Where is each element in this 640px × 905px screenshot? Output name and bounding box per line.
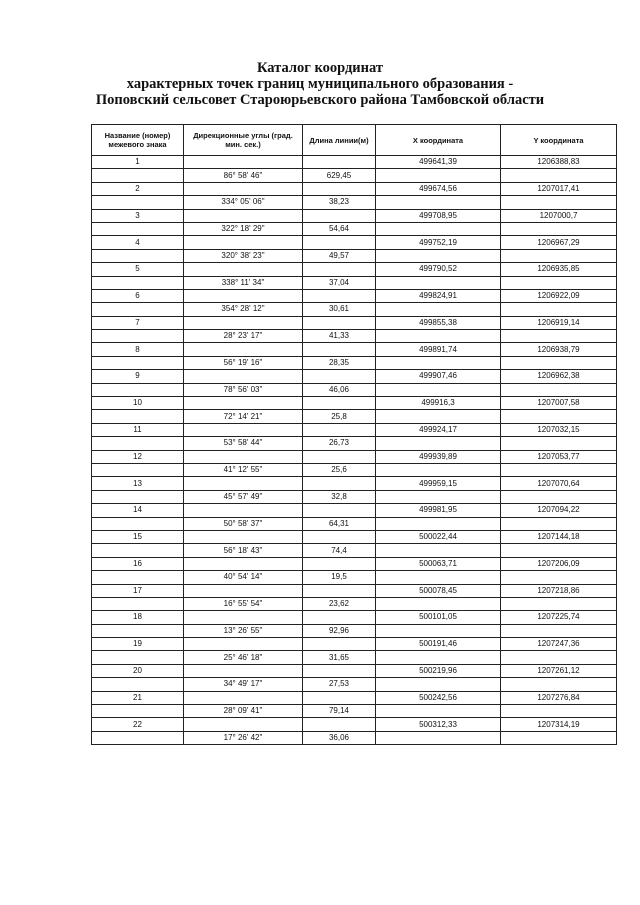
x-coordinate-value: 500191,46: [376, 638, 501, 651]
empty-cell: [303, 343, 376, 356]
point-number: 18: [92, 611, 184, 624]
y-coordinate-value: 1206935,85: [501, 263, 617, 276]
empty-cell: [92, 249, 184, 262]
header-point-name: Название (номер) межевого знака: [92, 125, 184, 156]
bearing-angle-value: 78° 56' 03": [184, 383, 303, 396]
bearing-angle-value: 28° 09' 41": [184, 705, 303, 718]
empty-cell: [501, 544, 617, 557]
point-number: 12: [92, 450, 184, 463]
y-coordinate-value: 1207261,12: [501, 664, 617, 677]
x-coordinate-value: 500312,33: [376, 718, 501, 731]
table-row-segment: [92, 383, 617, 396]
empty-cell: [376, 169, 501, 182]
empty-cell: [184, 209, 303, 222]
table-row-point: [92, 209, 617, 222]
y-coordinate-value: 1207247,36: [501, 638, 617, 651]
empty-cell: [92, 196, 184, 209]
bearing-angle-value: 72° 14' 21": [184, 410, 303, 423]
empty-cell: [303, 557, 376, 570]
empty-cell: [303, 638, 376, 651]
point-number: 14: [92, 504, 184, 517]
x-coordinate-value: 499674,56: [376, 182, 501, 195]
empty-cell: [184, 263, 303, 276]
empty-cell: [501, 196, 617, 209]
table-row-point: [92, 182, 617, 195]
bearing-angle-value: 16° 55' 54": [184, 597, 303, 610]
empty-cell: [303, 370, 376, 383]
table-row-segment: [92, 705, 617, 718]
line-length-value: 46,06: [303, 383, 376, 396]
x-coordinate-value: 500022,44: [376, 530, 501, 543]
line-length-value: 32,8: [303, 490, 376, 503]
empty-cell: [92, 222, 184, 235]
empty-cell: [501, 169, 617, 182]
empty-cell: [92, 705, 184, 718]
point-number: 20: [92, 664, 184, 677]
bearing-angle-value: 41° 12' 55": [184, 463, 303, 476]
empty-cell: [92, 169, 184, 182]
empty-cell: [184, 236, 303, 249]
point-number: 9: [92, 370, 184, 383]
table-row-segment: [92, 571, 617, 584]
empty-cell: [376, 731, 501, 744]
x-coordinate-value: 499708,95: [376, 209, 501, 222]
x-coordinate-value: 499916,3: [376, 397, 501, 410]
empty-cell: [184, 397, 303, 410]
y-coordinate-value: 1207144,18: [501, 530, 617, 543]
y-coordinate-value: 1207225,74: [501, 611, 617, 624]
bearing-angle-value: 56° 19' 16": [184, 356, 303, 369]
y-coordinate-value: 1206388,83: [501, 156, 617, 169]
line-length-value: 26,73: [303, 437, 376, 450]
empty-cell: [184, 370, 303, 383]
point-number: 15: [92, 530, 184, 543]
empty-cell: [184, 691, 303, 704]
y-coordinate-value: 1206967,29: [501, 236, 617, 249]
empty-cell: [501, 437, 617, 450]
empty-cell: [92, 678, 184, 691]
empty-cell: [501, 383, 617, 396]
table-row-segment: [92, 517, 617, 530]
empty-cell: [184, 504, 303, 517]
table-row-point: [92, 477, 617, 490]
table-row-point: [92, 289, 617, 302]
catalog-title-line-3: Поповский сельсовет Староюрьевского района Тамбовской области: [95, 92, 545, 108]
table-row-point: [92, 343, 617, 356]
table-row-point: [92, 691, 617, 704]
empty-cell: [376, 490, 501, 503]
empty-cell: [303, 423, 376, 436]
empty-cell: [184, 450, 303, 463]
empty-cell: [303, 718, 376, 731]
table-row-point: [92, 504, 617, 517]
table-row-point: [92, 450, 617, 463]
table-row-point: [92, 156, 617, 169]
table-row-point: [92, 664, 617, 677]
line-length-value: 74,4: [303, 544, 376, 557]
line-length-value: 37,04: [303, 276, 376, 289]
point-number: 13: [92, 477, 184, 490]
empty-cell: [184, 423, 303, 436]
point-number: 16: [92, 557, 184, 570]
empty-cell: [303, 209, 376, 222]
table-row-point: [92, 370, 617, 383]
empty-cell: [92, 571, 184, 584]
empty-cell: [501, 410, 617, 423]
empty-cell: [92, 731, 184, 744]
empty-cell: [303, 450, 376, 463]
table-row-segment: [92, 169, 617, 182]
empty-cell: [501, 651, 617, 664]
bearing-angle-value: 50° 58' 37": [184, 517, 303, 530]
line-length-value: 25,8: [303, 410, 376, 423]
empty-cell: [303, 504, 376, 517]
table-row-segment: [92, 597, 617, 610]
empty-cell: [184, 611, 303, 624]
empty-cell: [501, 222, 617, 235]
empty-cell: [184, 530, 303, 543]
empty-cell: [501, 356, 617, 369]
y-coordinate-value: 1207053,77: [501, 450, 617, 463]
x-coordinate-value: 499924,17: [376, 423, 501, 436]
x-coordinate-value: 499752,19: [376, 236, 501, 249]
y-coordinate-value: 1207314,19: [501, 718, 617, 731]
empty-cell: [501, 571, 617, 584]
point-number: 2: [92, 182, 184, 195]
header-line-length: Длина линии(м): [303, 125, 376, 156]
line-length-value: 92,96: [303, 624, 376, 637]
y-coordinate-value: 1206962,38: [501, 370, 617, 383]
y-coordinate-value: 1207007,58: [501, 397, 617, 410]
empty-cell: [92, 463, 184, 476]
y-coordinate-value: 1207218,86: [501, 584, 617, 597]
empty-cell: [501, 517, 617, 530]
empty-cell: [501, 276, 617, 289]
empty-cell: [376, 705, 501, 718]
empty-cell: [303, 182, 376, 195]
table-row-point: [92, 638, 617, 651]
point-number: 11: [92, 423, 184, 436]
table-row-segment: [92, 303, 617, 316]
y-coordinate-value: 1207032,15: [501, 423, 617, 436]
bearing-angle-value: 40° 54' 14": [184, 571, 303, 584]
empty-cell: [303, 316, 376, 329]
empty-cell: [376, 196, 501, 209]
line-length-value: 79,14: [303, 705, 376, 718]
line-length-value: 629,45: [303, 169, 376, 182]
table-row-segment: [92, 222, 617, 235]
x-coordinate-value: 499891,74: [376, 343, 501, 356]
bearing-angle-value: 56° 18' 43": [184, 544, 303, 557]
y-coordinate-value: 1206922,09: [501, 289, 617, 302]
empty-cell: [92, 544, 184, 557]
bearing-angle-value: 334° 05' 06": [184, 196, 303, 209]
x-coordinate-value: 500101,05: [376, 611, 501, 624]
empty-cell: [501, 624, 617, 637]
bearing-angle-value: 34° 49' 17": [184, 678, 303, 691]
empty-cell: [92, 651, 184, 664]
table-row-point: [92, 611, 617, 624]
empty-cell: [92, 356, 184, 369]
line-length-value: 31,65: [303, 651, 376, 664]
empty-cell: [376, 544, 501, 557]
empty-cell: [501, 731, 617, 744]
y-coordinate-value: 1207070,64: [501, 477, 617, 490]
empty-cell: [376, 356, 501, 369]
empty-cell: [303, 530, 376, 543]
empty-cell: [92, 597, 184, 610]
x-coordinate-value: 499641,39: [376, 156, 501, 169]
point-number: 5: [92, 263, 184, 276]
empty-cell: [501, 678, 617, 691]
bearing-angle-value: 53° 58' 44": [184, 437, 303, 450]
empty-cell: [501, 249, 617, 262]
empty-cell: [303, 664, 376, 677]
x-coordinate-value: 500078,45: [376, 584, 501, 597]
catalog-title-line-1: Каталог координат: [256, 60, 384, 76]
table-row-segment: [92, 678, 617, 691]
empty-cell: [184, 289, 303, 302]
table-row-segment: [92, 490, 617, 503]
line-length-value: 38,23: [303, 196, 376, 209]
y-coordinate-value: 1207276,84: [501, 691, 617, 704]
x-coordinate-value: 500063,71: [376, 557, 501, 570]
x-coordinate-value: 499824,91: [376, 289, 501, 302]
empty-cell: [501, 705, 617, 718]
empty-cell: [376, 624, 501, 637]
x-coordinate-value: 499939,89: [376, 450, 501, 463]
empty-cell: [92, 624, 184, 637]
table-row-segment: [92, 624, 617, 637]
table-row-point: [92, 423, 617, 436]
x-coordinate-value: 499790,52: [376, 263, 501, 276]
point-number: 1: [92, 156, 184, 169]
y-coordinate-value: 1207206,09: [501, 557, 617, 570]
y-coordinate-value: 1207094,22: [501, 504, 617, 517]
point-number: 10: [92, 397, 184, 410]
bearing-angle-value: 28° 23' 17": [184, 330, 303, 343]
empty-cell: [376, 303, 501, 316]
table-row-segment: [92, 651, 617, 664]
line-length-value: 36,06: [303, 731, 376, 744]
empty-cell: [184, 664, 303, 677]
line-length-value: 49,57: [303, 249, 376, 262]
empty-cell: [184, 316, 303, 329]
header-y-coordinate: Y координата: [501, 125, 617, 156]
empty-cell: [376, 463, 501, 476]
y-coordinate-value: 1207017,41: [501, 182, 617, 195]
empty-cell: [501, 463, 617, 476]
empty-cell: [303, 236, 376, 249]
y-coordinate-value: 1206938,79: [501, 343, 617, 356]
empty-cell: [184, 477, 303, 490]
empty-cell: [184, 343, 303, 356]
table-row-segment: [92, 196, 617, 209]
coordinates-table: [91, 124, 617, 745]
empty-cell: [92, 437, 184, 450]
empty-cell: [303, 289, 376, 302]
line-length-value: 23,62: [303, 597, 376, 610]
bearing-angle-value: 354° 28' 12": [184, 303, 303, 316]
empty-cell: [501, 490, 617, 503]
header-x-coordinate: X координата: [376, 125, 501, 156]
empty-cell: [303, 263, 376, 276]
line-length-value: 28,35: [303, 356, 376, 369]
empty-cell: [303, 156, 376, 169]
table-row-segment: [92, 544, 617, 557]
empty-cell: [92, 303, 184, 316]
bearing-angle-value: 25° 46' 18": [184, 651, 303, 664]
line-length-value: 41,33: [303, 330, 376, 343]
y-coordinate-value: 1207000,7: [501, 209, 617, 222]
empty-cell: [92, 410, 184, 423]
point-number: 4: [92, 236, 184, 249]
point-number: 21: [92, 691, 184, 704]
table-row-segment: [92, 330, 617, 343]
x-coordinate-value: 500219,96: [376, 664, 501, 677]
empty-cell: [376, 651, 501, 664]
empty-cell: [303, 584, 376, 597]
table-row-point: [92, 397, 617, 410]
empty-cell: [184, 156, 303, 169]
x-coordinate-value: 499959,15: [376, 477, 501, 490]
table-row-segment: [92, 356, 617, 369]
table-row-point: [92, 557, 617, 570]
empty-cell: [303, 691, 376, 704]
table-row-segment: [92, 463, 617, 476]
point-number: 22: [92, 718, 184, 731]
empty-cell: [376, 410, 501, 423]
empty-cell: [92, 330, 184, 343]
bearing-angle-value: 86° 58' 46": [184, 169, 303, 182]
table-row-segment: [92, 410, 617, 423]
bearing-angle-value: 13° 26' 55": [184, 624, 303, 637]
table-row-point: [92, 530, 617, 543]
x-coordinate-value: 499907,46: [376, 370, 501, 383]
catalog-title-line-2: характерных точек границ муниципального образования -: [126, 76, 514, 92]
empty-cell: [376, 276, 501, 289]
bearing-angle-value: 45° 57' 49": [184, 490, 303, 503]
empty-cell: [92, 490, 184, 503]
x-coordinate-value: 499855,38: [376, 316, 501, 329]
line-length-value: 27,53: [303, 678, 376, 691]
empty-cell: [501, 303, 617, 316]
point-number: 8: [92, 343, 184, 356]
table-row-point: [92, 316, 617, 329]
header-bearing-angle: Дирекционные углы (град. мин. сек.): [184, 125, 303, 156]
y-coordinate-value: 1206919,14: [501, 316, 617, 329]
empty-cell: [376, 571, 501, 584]
point-number: 3: [92, 209, 184, 222]
empty-cell: [501, 597, 617, 610]
table-row-segment: [92, 437, 617, 450]
empty-cell: [376, 222, 501, 235]
table-row-point: [92, 263, 617, 276]
empty-cell: [303, 611, 376, 624]
point-number: 19: [92, 638, 184, 651]
empty-cell: [376, 678, 501, 691]
empty-cell: [184, 718, 303, 731]
point-number: 6: [92, 289, 184, 302]
line-length-value: 64,31: [303, 517, 376, 530]
empty-cell: [376, 517, 501, 530]
bearing-angle-value: 17° 26' 42": [184, 731, 303, 744]
line-length-value: 19,5: [303, 571, 376, 584]
point-number: 7: [92, 316, 184, 329]
empty-cell: [184, 584, 303, 597]
table-row-segment: [92, 276, 617, 289]
table-row-segment: [92, 731, 617, 744]
bearing-angle-value: 338° 11' 34": [184, 276, 303, 289]
empty-cell: [184, 557, 303, 570]
empty-cell: [376, 597, 501, 610]
empty-cell: [303, 477, 376, 490]
x-coordinate-value: 499981,95: [376, 504, 501, 517]
empty-cell: [501, 330, 617, 343]
table-body: [92, 156, 617, 745]
empty-cell: [184, 182, 303, 195]
table-row-point: [92, 236, 617, 249]
empty-cell: [92, 276, 184, 289]
empty-cell: [376, 330, 501, 343]
empty-cell: [92, 517, 184, 530]
table-row-segment: [92, 249, 617, 262]
table-row-point: [92, 718, 617, 731]
bearing-angle-value: 322° 18' 29": [184, 222, 303, 235]
empty-cell: [376, 437, 501, 450]
point-number: 17: [92, 584, 184, 597]
table-row-point: [92, 584, 617, 597]
empty-cell: [376, 249, 501, 262]
bearing-angle-value: 320° 38' 23": [184, 249, 303, 262]
x-coordinate-value: 500242,56: [376, 691, 501, 704]
empty-cell: [376, 383, 501, 396]
table-header-row: [92, 125, 617, 156]
empty-cell: [184, 638, 303, 651]
line-length-value: 30,61: [303, 303, 376, 316]
line-length-value: 25,6: [303, 463, 376, 476]
empty-cell: [92, 383, 184, 396]
line-length-value: 54,64: [303, 222, 376, 235]
empty-cell: [303, 397, 376, 410]
